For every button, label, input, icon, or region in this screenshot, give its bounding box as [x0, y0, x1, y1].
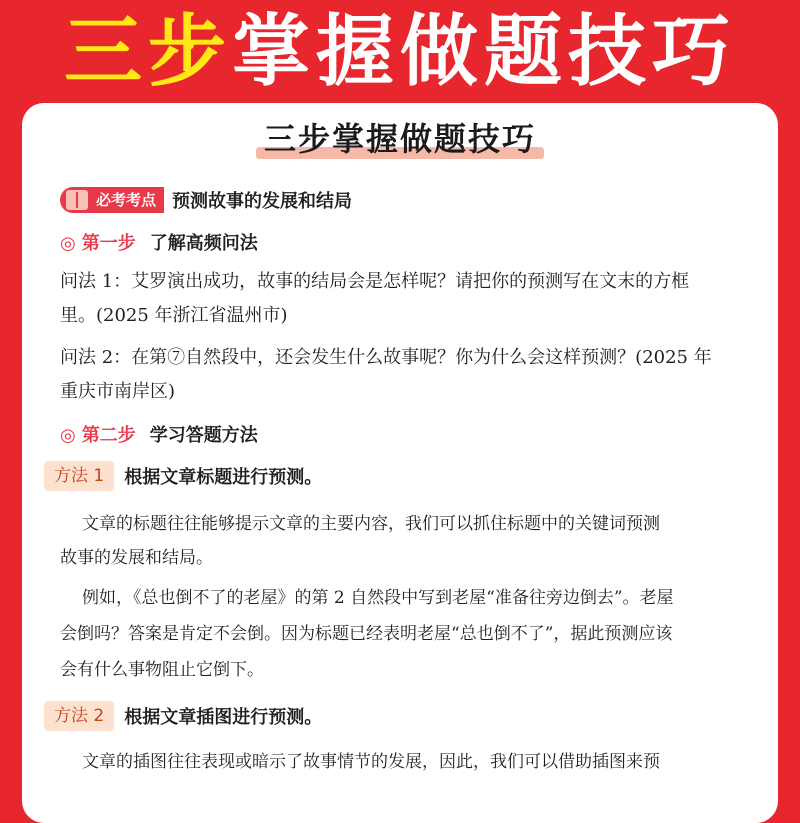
method2-para1-line1: 文章的插图往往表现或暗示了故事情节的发展，因此，我们可以借助插图来预 [82, 752, 660, 772]
step1-label: 第一步 [81, 233, 136, 254]
step2-label: 第二步 [81, 425, 136, 446]
method2-badge: 方法 2 [44, 701, 114, 731]
step1-marker-icon: ◎ [60, 233, 76, 254]
step1-title: 了解高频问法 [149, 233, 258, 254]
step2-marker-icon: ◎ [60, 425, 76, 446]
key-point-text: 预测故事的发展和结局 [172, 191, 353, 212]
key-point-row [60, 187, 352, 213]
banner-title-rest: 掌握做题技巧 [232, 7, 737, 97]
banner-title-highlight: 三步 [63, 7, 232, 97]
method1-para1-line2: 故事的发展和结局。 [60, 548, 213, 568]
question1-line2: 里。(2025 年浙江省温州市) [60, 305, 288, 326]
card-heading-text: 三步掌握做题技巧 [263, 120, 536, 158]
question2-line1: 问法 2：在第⑦自然段中，还会发生什么故事呢？你为什么会这样预测？(2025 年 [60, 347, 712, 368]
book-icon [66, 190, 88, 210]
step2-row [60, 421, 258, 447]
method1-row [44, 461, 322, 491]
card-heading [256, 117, 544, 161]
method2-title: 根据文章插图进行预测。 [124, 707, 323, 728]
card-heading-wrap [22, 117, 778, 161]
method1-para2-line3: 会有什么事物阻止它倒下。 [60, 660, 264, 680]
content-card [22, 103, 778, 823]
method1-badge: 方法 1 [44, 461, 114, 491]
method1-para1-line1: 文章的标题往往能够提示文章的主要内容，我们可以抓住标题中的关键词预测 [82, 514, 660, 534]
key-point-badge-label: 必考考点 [96, 191, 157, 209]
method1-title: 根据文章标题进行预测。 [124, 467, 323, 488]
method1-para2-line1: 例如，《总也倒不了的老屋》的第 2 自然段中写到老屋“准备往旁边倒去”。老屋 [82, 588, 674, 608]
question2-line2: 重庆市南岸区) [60, 381, 176, 402]
key-point-badge [60, 187, 164, 213]
question1-line1: 问法 1：艾罗演出成功，故事的结局会是怎样呢？请把你的预测写在文末的方框 [60, 271, 690, 292]
method2-row [44, 701, 322, 731]
step1-row [60, 229, 258, 255]
step2-title: 学习答题方法 [149, 425, 258, 446]
banner-title [0, 2, 800, 102]
method1-para2-line2: 会倒吗？答案是肯定不会倒。因为标题已经表明老屋“总也倒不了”，据此预测应该 [60, 624, 673, 644]
